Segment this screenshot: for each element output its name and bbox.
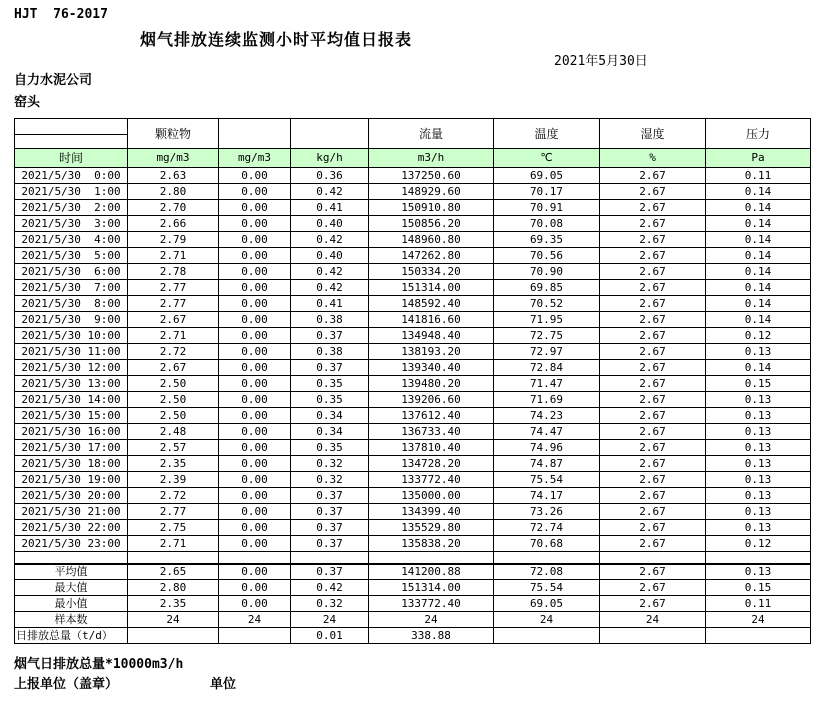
value-cell: 69.35 <box>494 232 600 248</box>
value-cell: 150334.20 <box>369 264 494 280</box>
value-cell: 0.00 <box>219 456 291 472</box>
value-cell: 2.67 <box>600 168 706 184</box>
value-cell <box>128 628 219 644</box>
value-cell: 2.50 <box>128 392 219 408</box>
value-cell: 0.00 <box>219 392 291 408</box>
value-cell: 0.00 <box>219 296 291 312</box>
time-cell: 2021/5/30 6:00 <box>15 264 128 280</box>
value-cell: 2.67 <box>600 216 706 232</box>
data-row <box>15 392 811 408</box>
data-row <box>15 440 811 456</box>
value-cell <box>291 552 369 564</box>
time-cell: 2021/5/30 23:00 <box>15 536 128 552</box>
value-cell <box>494 628 600 644</box>
value-cell: 0.00 <box>219 312 291 328</box>
value-cell: 0.13 <box>706 344 811 360</box>
value-cell: 0.37 <box>291 488 369 504</box>
time-cell: 2021/5/30 18:00 <box>15 456 128 472</box>
time-cell: 2021/5/30 7:00 <box>15 280 128 296</box>
spacer-row <box>15 552 811 564</box>
value-cell: 0.41 <box>291 296 369 312</box>
value-cell: 2.50 <box>128 408 219 424</box>
unit-header-row <box>15 149 811 168</box>
value-cell: 2.67 <box>600 440 706 456</box>
value-cell: 2.50 <box>128 376 219 392</box>
header-temperature: 温度 <box>494 119 600 149</box>
company-name: 自力水泥公司 <box>14 73 93 88</box>
value-cell: 2.48 <box>128 424 219 440</box>
summary-label-cell: 最小值 <box>15 596 128 612</box>
value-cell: 0.00 <box>219 596 291 612</box>
time-cell: 2021/5/30 14:00 <box>15 392 128 408</box>
value-cell: 0.37 <box>291 520 369 536</box>
value-cell: 74.17 <box>494 488 600 504</box>
data-row <box>15 520 811 536</box>
header-unit-m3h: m3/h <box>369 149 494 168</box>
header-unit-percent: % <box>600 149 706 168</box>
value-cell: 2.67 <box>600 248 706 264</box>
standard-code: HJT 76-2017 <box>14 7 108 22</box>
summary-label-cell: 平均值 <box>15 564 128 580</box>
value-cell: 150856.20 <box>369 216 494 232</box>
value-cell: 74.23 <box>494 408 600 424</box>
summary-row <box>15 612 811 628</box>
value-cell: 2.39 <box>128 472 219 488</box>
header-unit-pa: Pa <box>706 149 811 168</box>
value-cell: 70.17 <box>494 184 600 200</box>
time-cell: 2021/5/30 22:00 <box>15 520 128 536</box>
value-cell: 134948.40 <box>369 328 494 344</box>
value-cell: 70.91 <box>494 200 600 216</box>
time-cell: 2021/5/30 20:00 <box>15 488 128 504</box>
value-cell: 0.00 <box>219 360 291 376</box>
value-cell: 70.68 <box>494 536 600 552</box>
value-cell <box>706 552 811 564</box>
value-cell: 0.32 <box>291 472 369 488</box>
value-cell: 0.42 <box>291 232 369 248</box>
summary-label-cell: 日排放总量（t/d） <box>15 628 128 644</box>
value-cell: 139480.20 <box>369 376 494 392</box>
data-row <box>15 456 811 472</box>
footer-note: 烟气日排放总量*10000m3/h <box>14 657 184 672</box>
value-cell: 137612.40 <box>369 408 494 424</box>
header-unit-celsius: ℃ <box>494 149 600 168</box>
value-cell: 2.35 <box>128 596 219 612</box>
value-cell: 69.05 <box>494 168 600 184</box>
value-cell: 70.08 <box>494 216 600 232</box>
value-cell: 0.42 <box>291 184 369 200</box>
value-cell <box>494 552 600 564</box>
value-cell: 148592.40 <box>369 296 494 312</box>
value-cell: 2.72 <box>128 344 219 360</box>
value-cell: 74.47 <box>494 424 600 440</box>
value-cell <box>219 628 291 644</box>
time-cell: 2021/5/30 12:00 <box>15 360 128 376</box>
value-cell: 24 <box>706 612 811 628</box>
summary-row <box>15 596 811 612</box>
value-cell: 0.00 <box>219 472 291 488</box>
value-cell: 0.14 <box>706 296 811 312</box>
value-cell: 72.74 <box>494 520 600 536</box>
value-cell: 2.67 <box>600 360 706 376</box>
value-cell: 0.13 <box>706 504 811 520</box>
value-cell: 75.54 <box>494 472 600 488</box>
data-row <box>15 424 811 440</box>
value-cell: 2.67 <box>600 280 706 296</box>
value-cell: 0.42 <box>291 580 369 596</box>
value-cell: 72.75 <box>494 328 600 344</box>
data-row <box>15 360 811 376</box>
value-cell: 2.67 <box>600 536 706 552</box>
data-row <box>15 216 811 232</box>
value-cell: 141816.60 <box>369 312 494 328</box>
value-cell: 338.88 <box>369 628 494 644</box>
value-cell: 0.11 <box>706 596 811 612</box>
value-cell: 2.65 <box>128 564 219 580</box>
value-cell: 0.00 <box>219 520 291 536</box>
value-cell: 0.14 <box>706 232 811 248</box>
value-cell: 0.00 <box>219 168 291 184</box>
value-cell: 0.14 <box>706 248 811 264</box>
value-cell: 2.77 <box>128 296 219 312</box>
value-cell: 0.42 <box>291 264 369 280</box>
value-cell: 0.32 <box>291 596 369 612</box>
value-cell: 0.15 <box>706 376 811 392</box>
value-cell: 2.79 <box>128 232 219 248</box>
value-cell: 137250.60 <box>369 168 494 184</box>
value-cell: 2.67 <box>600 564 706 580</box>
header-unit-mgm3: mg/m3 <box>219 149 291 168</box>
value-cell: 2.71 <box>128 328 219 344</box>
value-cell: 2.77 <box>128 504 219 520</box>
value-cell: 2.67 <box>600 328 706 344</box>
value-cell: 150910.80 <box>369 200 494 216</box>
value-cell: 0.00 <box>219 440 291 456</box>
time-cell: 2021/5/30 4:00 <box>15 232 128 248</box>
value-cell: 0.00 <box>219 536 291 552</box>
value-cell: 2.67 <box>600 580 706 596</box>
value-cell: 0.00 <box>219 488 291 504</box>
value-cell: 0.13 <box>706 440 811 456</box>
value-cell: 71.95 <box>494 312 600 328</box>
value-cell: 72.84 <box>494 360 600 376</box>
value-cell: 2.67 <box>600 424 706 440</box>
value-cell: 0.13 <box>706 472 811 488</box>
value-cell: 0.00 <box>219 184 291 200</box>
value-cell: 2.72 <box>128 488 219 504</box>
monitor-point: 窑头 <box>14 95 41 110</box>
time-cell: 2021/5/30 19:00 <box>15 472 128 488</box>
value-cell: 0.00 <box>219 264 291 280</box>
value-cell: 2.67 <box>600 184 706 200</box>
data-row <box>15 280 811 296</box>
value-cell: 0.13 <box>706 408 811 424</box>
data-row <box>15 248 811 264</box>
value-cell: 75.54 <box>494 580 600 596</box>
value-cell: 0.00 <box>219 232 291 248</box>
value-cell: 0.13 <box>706 392 811 408</box>
value-cell: 74.87 <box>494 456 600 472</box>
value-cell: 2.67 <box>600 232 706 248</box>
value-cell: 151314.00 <box>369 280 494 296</box>
summary-row <box>15 580 811 596</box>
value-cell: 71.69 <box>494 392 600 408</box>
data-row <box>15 376 811 392</box>
value-cell: 2.67 <box>600 376 706 392</box>
value-cell: 2.57 <box>128 440 219 456</box>
time-cell: 2021/5/30 15:00 <box>15 408 128 424</box>
value-cell: 148929.60 <box>369 184 494 200</box>
data-row <box>15 232 811 248</box>
header-empty-top <box>15 119 128 135</box>
value-cell: 0.41 <box>291 200 369 216</box>
value-cell: 2.67 <box>600 596 706 612</box>
value-cell: 0.32 <box>291 456 369 472</box>
header-humidity: 湿度 <box>600 119 706 149</box>
value-cell: 2.71 <box>128 248 219 264</box>
value-cell: 0.14 <box>706 264 811 280</box>
value-cell: 24 <box>128 612 219 628</box>
header-empty-bottom <box>15 135 128 149</box>
page-title: 烟气排放连续监测小时平均值日报表 <box>140 30 413 49</box>
data-row <box>15 408 811 424</box>
value-cell: 141200.88 <box>369 564 494 580</box>
value-cell <box>128 552 219 564</box>
value-cell: 2.67 <box>600 472 706 488</box>
value-cell: 147262.80 <box>369 248 494 264</box>
value-cell <box>706 628 811 644</box>
value-cell: 0.13 <box>706 488 811 504</box>
value-cell: 0.13 <box>706 456 811 472</box>
data-row <box>15 472 811 488</box>
value-cell: 72.97 <box>494 344 600 360</box>
data-row <box>15 184 811 200</box>
value-cell: 134399.40 <box>369 504 494 520</box>
value-cell: 133772.40 <box>369 596 494 612</box>
value-cell: 139206.60 <box>369 392 494 408</box>
time-cell: 2021/5/30 2:00 <box>15 200 128 216</box>
value-cell: 2.67 <box>128 360 219 376</box>
table-body <box>15 168 811 644</box>
time-cell: 2021/5/30 8:00 <box>15 296 128 312</box>
summary-label-cell: 最大值 <box>15 580 128 596</box>
header-time: 时间 <box>15 149 128 168</box>
value-cell: 0.12 <box>706 328 811 344</box>
value-cell: 0.37 <box>291 504 369 520</box>
value-cell: 70.90 <box>494 264 600 280</box>
value-cell: 2.67 <box>600 408 706 424</box>
data-row <box>15 504 811 520</box>
value-cell <box>219 552 291 564</box>
value-cell: 0.00 <box>219 504 291 520</box>
value-cell: 0.11 <box>706 168 811 184</box>
time-cell: 2021/5/30 16:00 <box>15 424 128 440</box>
report-date: 2021年5月30日 <box>554 54 648 69</box>
value-cell: 0.37 <box>291 328 369 344</box>
value-cell: 0.14 <box>706 184 811 200</box>
value-cell: 0.34 <box>291 424 369 440</box>
value-cell: 69.85 <box>494 280 600 296</box>
unit-label: 单位 <box>210 677 237 692</box>
data-row <box>15 488 811 504</box>
data-row <box>15 264 811 280</box>
value-cell: 2.75 <box>128 520 219 536</box>
time-cell: 2021/5/30 1:00 <box>15 184 128 200</box>
value-cell: 139340.40 <box>369 360 494 376</box>
value-cell: 24 <box>600 612 706 628</box>
summary-row <box>15 628 811 644</box>
value-cell: 74.96 <box>494 440 600 456</box>
value-cell: 0.00 <box>219 200 291 216</box>
value-cell: 72.08 <box>494 564 600 580</box>
value-cell: 0.00 <box>219 408 291 424</box>
time-cell: 2021/5/30 10:00 <box>15 328 128 344</box>
header-blank-2 <box>291 119 369 149</box>
report-table <box>14 118 811 644</box>
value-cell: 2.71 <box>128 536 219 552</box>
value-cell: 0.14 <box>706 200 811 216</box>
value-cell: 2.35 <box>128 456 219 472</box>
value-cell: 137810.40 <box>369 440 494 456</box>
value-cell: 0.14 <box>706 312 811 328</box>
header-flow: 流量 <box>369 119 494 149</box>
value-cell: 0.13 <box>706 520 811 536</box>
value-cell: 24 <box>369 612 494 628</box>
value-cell: 0.35 <box>291 440 369 456</box>
value-cell: 24 <box>219 612 291 628</box>
data-row <box>15 168 811 184</box>
header-unit-kgh: kg/h <box>291 149 369 168</box>
value-cell: 2.67 <box>600 488 706 504</box>
value-cell <box>600 628 706 644</box>
value-cell: 2.67 <box>600 264 706 280</box>
time-cell: 2021/5/30 0:00 <box>15 168 128 184</box>
value-cell: 0.36 <box>291 168 369 184</box>
value-cell: 0.12 <box>706 536 811 552</box>
value-cell: 2.67 <box>600 296 706 312</box>
summary-row <box>15 564 811 580</box>
value-cell: 151314.00 <box>369 580 494 596</box>
value-cell: 2.67 <box>600 520 706 536</box>
value-cell: 0.38 <box>291 312 369 328</box>
value-cell: 70.52 <box>494 296 600 312</box>
value-cell: 2.80 <box>128 184 219 200</box>
value-cell: 70.56 <box>494 248 600 264</box>
value-cell: 0.38 <box>291 344 369 360</box>
summary-label-cell: 样本数 <box>15 612 128 628</box>
data-row <box>15 200 811 216</box>
value-cell: 0.00 <box>219 248 291 264</box>
value-cell: 136733.40 <box>369 424 494 440</box>
value-cell: 0.14 <box>706 280 811 296</box>
time-cell: 2021/5/30 3:00 <box>15 216 128 232</box>
value-cell: 2.66 <box>128 216 219 232</box>
value-cell: 0.15 <box>706 580 811 596</box>
value-cell: 2.63 <box>128 168 219 184</box>
value-cell: 0.35 <box>291 392 369 408</box>
value-cell: 24 <box>291 612 369 628</box>
value-cell: 2.77 <box>128 280 219 296</box>
value-cell: 0.01 <box>291 628 369 644</box>
value-cell: 0.00 <box>219 280 291 296</box>
time-cell: 2021/5/30 5:00 <box>15 248 128 264</box>
value-cell: 0.40 <box>291 216 369 232</box>
value-cell: 0.14 <box>706 360 811 376</box>
time-cell: 2021/5/30 11:00 <box>15 344 128 360</box>
value-cell: 2.78 <box>128 264 219 280</box>
value-cell: 0.00 <box>219 328 291 344</box>
report-unit-label: 上报单位（盖章） <box>14 677 119 692</box>
value-cell: 0.42 <box>291 280 369 296</box>
value-cell: 0.00 <box>219 344 291 360</box>
value-cell: 0.37 <box>291 360 369 376</box>
header-pressure: 压力 <box>706 119 811 149</box>
value-cell: 0.37 <box>291 564 369 580</box>
time-cell: 2021/5/30 17:00 <box>15 440 128 456</box>
value-cell: 2.70 <box>128 200 219 216</box>
value-cell: 24 <box>494 612 600 628</box>
value-cell: 135529.80 <box>369 520 494 536</box>
value-cell: 0.40 <box>291 248 369 264</box>
value-cell: 0.00 <box>219 376 291 392</box>
value-cell: 2.67 <box>600 504 706 520</box>
header-particulate: 颗粒物 <box>128 119 219 149</box>
data-row <box>15 296 811 312</box>
value-cell: 2.67 <box>600 200 706 216</box>
value-cell: 73.26 <box>494 504 600 520</box>
value-cell: 133772.40 <box>369 472 494 488</box>
value-cell: 2.67 <box>600 344 706 360</box>
value-cell: 148960.80 <box>369 232 494 248</box>
header-blank-1 <box>219 119 291 149</box>
value-cell: 134728.20 <box>369 456 494 472</box>
data-row <box>15 344 811 360</box>
data-row <box>15 328 811 344</box>
header-unit-pm: mg/m3 <box>128 149 219 168</box>
value-cell <box>600 552 706 564</box>
value-cell: 135000.00 <box>369 488 494 504</box>
value-cell: 135838.20 <box>369 536 494 552</box>
value-cell: 0.13 <box>706 564 811 580</box>
value-cell: 0.00 <box>219 564 291 580</box>
data-row <box>15 536 811 552</box>
value-cell: 0.37 <box>291 536 369 552</box>
value-cell: 0.13 <box>706 424 811 440</box>
value-cell: 138193.20 <box>369 344 494 360</box>
value-cell: 71.47 <box>494 376 600 392</box>
time-cell: 2021/5/30 21:00 <box>15 504 128 520</box>
value-cell: 69.05 <box>494 596 600 612</box>
group-header-row <box>15 119 811 135</box>
value-cell: 2.67 <box>128 312 219 328</box>
value-cell: 0.00 <box>219 216 291 232</box>
value-cell: 0.00 <box>219 580 291 596</box>
time-cell: 2021/5/30 13:00 <box>15 376 128 392</box>
value-cell <box>369 552 494 564</box>
time-cell: 2021/5/30 9:00 <box>15 312 128 328</box>
value-cell: 0.14 <box>706 216 811 232</box>
spacer-cell <box>15 552 128 564</box>
value-cell: 0.35 <box>291 376 369 392</box>
value-cell: 2.67 <box>600 392 706 408</box>
value-cell: 0.34 <box>291 408 369 424</box>
data-row <box>15 312 811 328</box>
value-cell: 0.00 <box>219 424 291 440</box>
value-cell: 2.67 <box>600 312 706 328</box>
value-cell: 2.80 <box>128 580 219 596</box>
value-cell: 2.67 <box>600 456 706 472</box>
